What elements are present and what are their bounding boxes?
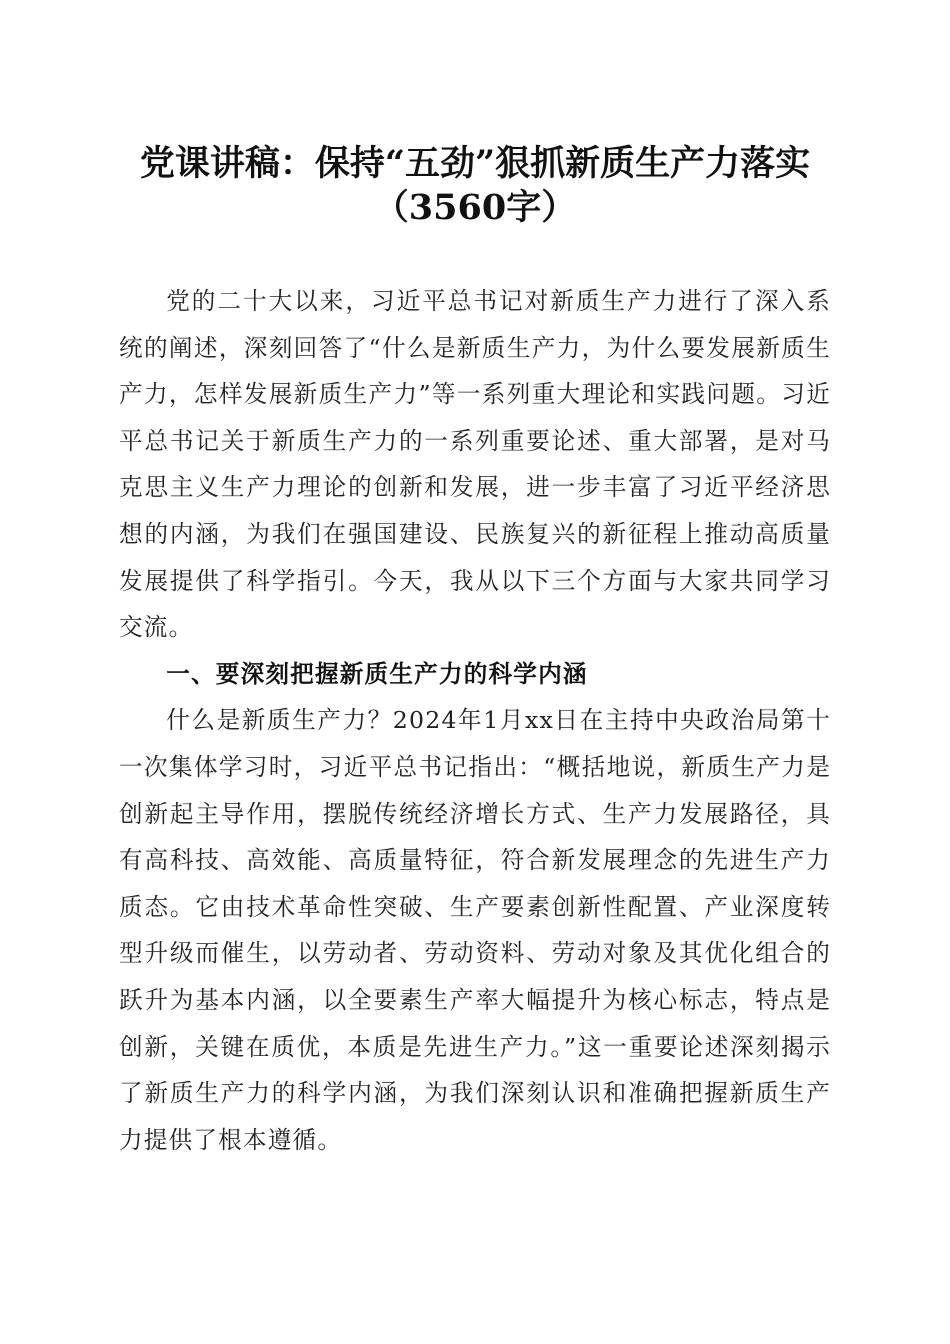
- document-body: [119, 278, 831, 1163]
- paragraph-section-1: 什么是新质生产力？2024年1月xx日在主持中央政治局第十一次集体学习时，习近平总书记指出：“概括地说，新质生产力是创新起主导作用，摆脱传统经济增长方式、生产力发展路径，具有高科技、高效能、高质量特征，符合新发展理念的先进生产力质态。它由技术革命性突破、生产要素创新性配置、产业深度转型升级而催生，以劳动者、劳动资料、劳动对象及其优化组合的跃升为基本内涵，以全要素生产率大幅提升为核心标志，特点是创新，关键在质优，本质是先进生产力。”这一重要论述深刻揭示了新质生产力的科学内涵，为我们深刻认识和准确把握新质生产力提供了根本遵循。: [119, 706, 831, 1154]
- document-title: 党课讲稿：保持“五劲”狠抓新质生产力落实: [139, 143, 811, 184]
- document-subtitle: （3560字）: [373, 187, 577, 228]
- paragraph-intro: 党的二十大以来，习近平总书记对新质生产力进行了深入系统的阐述，深刻回答了“什么是新质生产力，为什么要发展新质生产力，怎样发展新质生产力”等一系列重大理论和实践问题。习近平总书记关于新质生产力的一系列重要论述、重大部署，是对马克思主义生产力理论的创新和发展，进一步丰富了习近平经济思想的内涵，为我们在强国建设、民族复兴的新征程上推动高质量发展提供了科学指引。今天，我从以下三个方面与大家共同学习交流。: [119, 287, 831, 642]
- section-heading-1: 一、要深刻把握新质生产力的科学内涵: [166, 659, 588, 688]
